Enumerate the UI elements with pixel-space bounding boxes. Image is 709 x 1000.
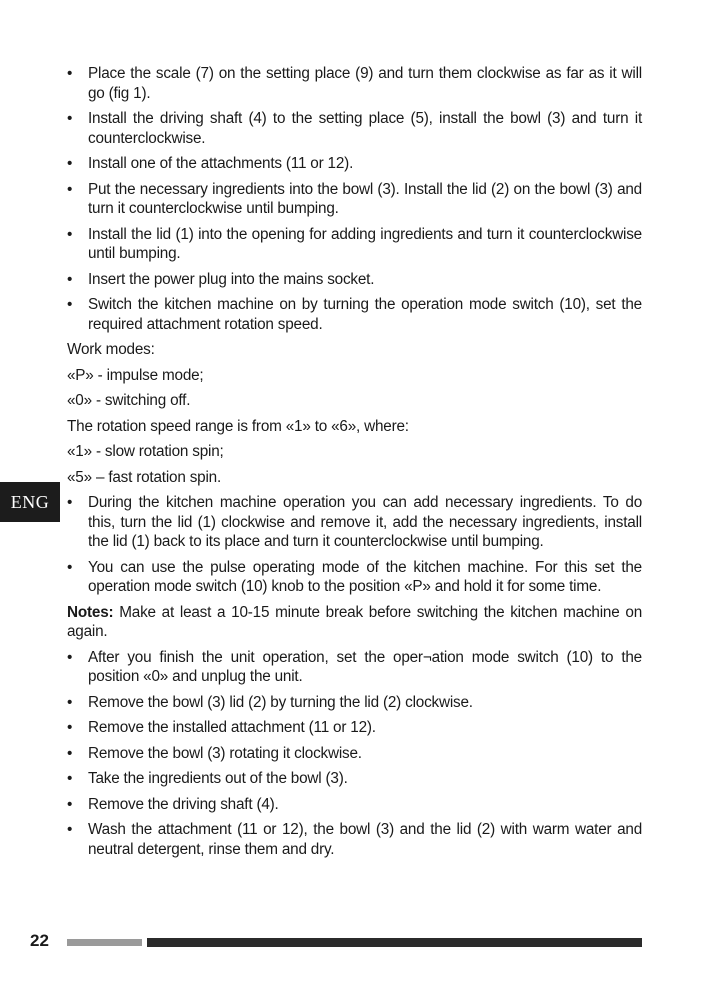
list-item: • Wash the attachment (11 or 12), the bowl (3) and the lid (2) with warm water and neutral detergent, rinse them and dry. bbox=[67, 821, 642, 858]
bullet-icon: • bbox=[67, 296, 73, 313]
list-item: • Install one of the attachments (11 or 12). bbox=[67, 155, 354, 172]
bullet-icon: • bbox=[67, 821, 73, 838]
page-number: 22 bbox=[30, 931, 49, 950]
bullet-icon: • bbox=[67, 693, 73, 711]
work-modes-heading: Work modes: bbox=[67, 341, 155, 358]
list-item: • Install the lid (1) into the opening for adding ingredients and turn it counterclockwise until bumping. bbox=[67, 225, 642, 262]
list-item: • You can use the pulse operating mode of the kitchen machine. For this set the operation mode switch (10) knob to the position «P» and hold it for some time. bbox=[67, 558, 642, 595]
footer-bar-light bbox=[67, 939, 142, 946]
work-modes-section bbox=[67, 340, 642, 487]
notes-label: Notes: bbox=[67, 603, 114, 621]
operation-tips-list bbox=[67, 493, 642, 597]
bullet-icon: • bbox=[67, 225, 73, 243]
footer-bar-dark bbox=[147, 938, 642, 947]
speed-range-text: The rotation speed range is from «1» to «6», where: bbox=[67, 417, 409, 435]
bullet-icon: • bbox=[67, 110, 73, 127]
list-item: • Install the driving shaft (4) to the setting place (5), install the bowl (3) and turn it counterclockwise. bbox=[67, 110, 642, 147]
instructions-body bbox=[67, 64, 642, 865]
list-item: • Take the ingredients out of the bowl (3). bbox=[67, 770, 348, 787]
notes-text: Make at least a 10-15 minute break before switching the kitchen machine on again. bbox=[67, 603, 642, 640]
mode-impulse: «P» - impulse mode; bbox=[67, 366, 204, 384]
list-item: • Insert the power plug into the mains socket. bbox=[67, 270, 375, 288]
list-item: • Remove the bowl (3) lid (2) by turning the lid (2) clockwise. bbox=[67, 693, 473, 711]
language-tab: ENG bbox=[0, 482, 60, 522]
speed-slow: «1» - slow rotation spin; bbox=[67, 443, 224, 460]
list-item: • Remove the bowl (3) rotating it clockwise. bbox=[67, 744, 362, 762]
bullet-icon: • bbox=[67, 719, 73, 736]
bullet-icon: • bbox=[67, 648, 73, 666]
speed-fast: «5» – fast rotation spin. bbox=[67, 468, 222, 486]
after-use-list bbox=[67, 648, 642, 860]
list-item: • Remove the driving shaft (4). bbox=[67, 795, 279, 813]
bullet-icon: • bbox=[67, 770, 73, 787]
bullet-icon: • bbox=[67, 155, 73, 172]
setup-steps-list bbox=[67, 64, 642, 334]
list-item: • During the kitchen machine operation you can add necessary ingredients. To do this, turn the lid (1) clockwise and remove it, add the necessary ingredients, install the lid (1) back to its place and turn it counterclockwise until bumping. bbox=[67, 494, 642, 550]
list-item: • After you finish the unit operation, set the oper¬ation mode switch (10) to the position «0» and unplug the unit. bbox=[67, 648, 642, 685]
bullet-icon: • bbox=[67, 494, 73, 511]
mode-off: «0» - switching off. bbox=[67, 392, 191, 409]
notes-paragraph bbox=[67, 603, 642, 642]
bullet-icon: • bbox=[67, 558, 73, 576]
bullet-icon: • bbox=[67, 65, 73, 82]
list-item: • Put the necessary ingredients into the bowl (3). Install the lid (2) on the bowl (3) and turn it counterclockwise until bumping. bbox=[67, 180, 642, 217]
list-item: • Remove the installed attachment (11 or 12). bbox=[67, 719, 376, 736]
bullet-icon: • bbox=[67, 180, 73, 198]
list-item: • Place the scale (7) on the setting place (9) and turn them clockwise as far as it will go (fig 1). bbox=[67, 65, 642, 102]
bullet-icon: • bbox=[67, 744, 73, 762]
list-item: • Switch the kitchen machine on by turning the operation mode switch (10), set the required attachment rotation speed. bbox=[67, 296, 642, 333]
bullet-icon: • bbox=[67, 795, 73, 813]
bullet-icon: • bbox=[67, 270, 73, 288]
